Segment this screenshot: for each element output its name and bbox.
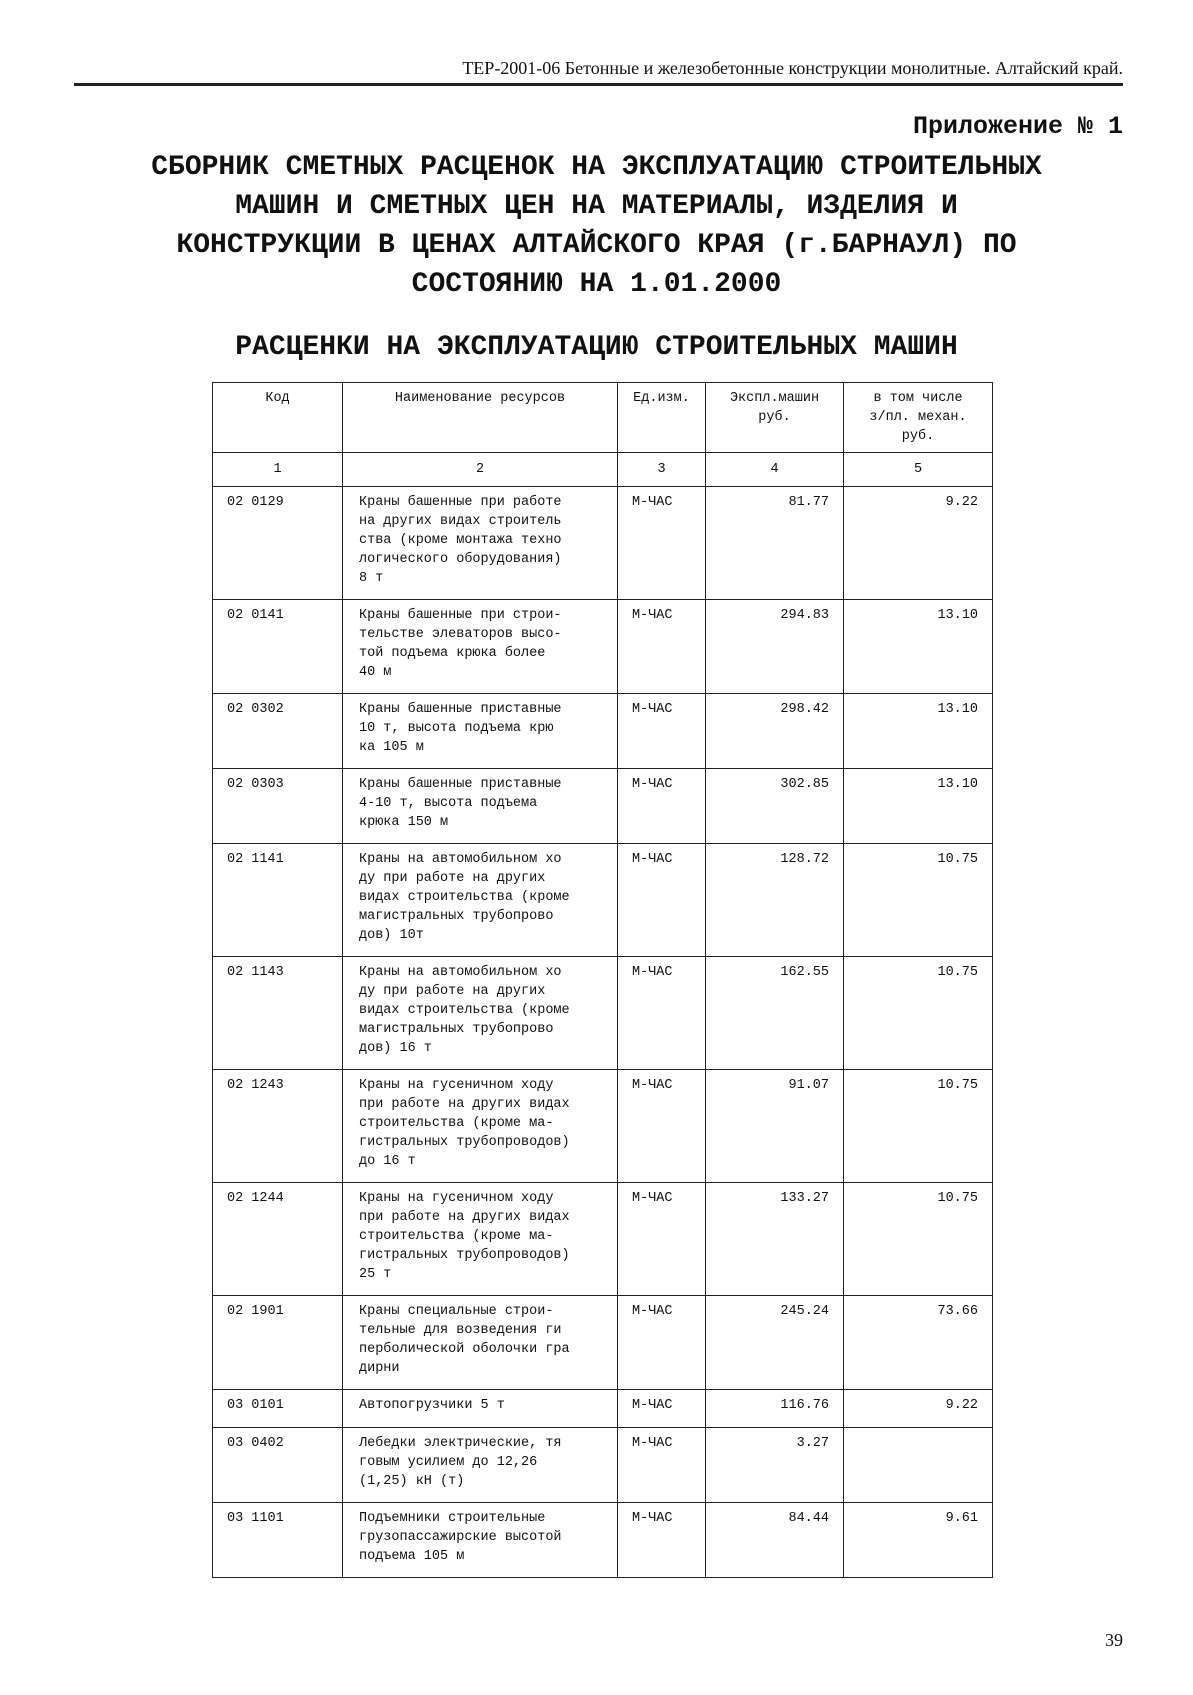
header-operator-wage: в том числе з/пл. механ. руб. xyxy=(844,383,993,453)
row-cost: 298.42 xyxy=(706,694,844,769)
row-unit: М-ЧАС xyxy=(618,1070,706,1183)
table-row xyxy=(213,844,993,957)
table-row xyxy=(213,957,993,1070)
row-code: 02 1901 xyxy=(213,1296,343,1390)
table-row xyxy=(213,694,993,769)
row-unit: М-ЧАС xyxy=(618,769,706,844)
row-code: 02 1243 xyxy=(213,1070,343,1183)
row-code: 02 1244 xyxy=(213,1183,343,1296)
table-row xyxy=(213,600,993,694)
row-cost: 245.24 xyxy=(706,1296,844,1390)
row-name: Краны башенные при строи- тельстве элеваторов высо- той подъема крюка более 40 м xyxy=(343,600,618,694)
row-cost: 133.27 xyxy=(706,1183,844,1296)
row-unit: М-ЧАС xyxy=(618,1296,706,1390)
row-name: Лебедки электрические, тя говым усилием до 12,26 (1,25) кН (т) xyxy=(343,1428,618,1503)
row-wage: 9.22 xyxy=(844,1390,993,1428)
row-code: 03 0402 xyxy=(213,1428,343,1503)
row-name: Краны на автомобильном хо ду при работе на других видах строительства (кроме магистральных трубопрово дов) 16 т xyxy=(343,957,618,1070)
row-wage: 10.75 xyxy=(844,1183,993,1296)
row-name: Краны на автомобильном хо ду при работе на других видах строительства (кроме магистральных трубопрово дов) 10т xyxy=(343,844,618,957)
table-row xyxy=(213,769,993,844)
row-wage: 10.75 xyxy=(844,1070,993,1183)
row-unit: М-ЧАС xyxy=(618,694,706,769)
row-code: 02 0129 xyxy=(213,487,343,600)
row-cost: 3.27 xyxy=(706,1428,844,1503)
row-cost: 302.85 xyxy=(706,769,844,844)
row-code: 03 1101 xyxy=(213,1503,343,1578)
column-number: 2 xyxy=(343,453,618,487)
row-name: Автопогрузчики 5 т xyxy=(343,1390,618,1428)
row-cost: 162.55 xyxy=(706,957,844,1070)
row-wage: 9.61 xyxy=(844,1503,993,1578)
page-number: 39 xyxy=(1105,1630,1123,1650)
row-wage: 13.10 xyxy=(844,694,993,769)
row-code: 02 0302 xyxy=(213,694,343,769)
table-row xyxy=(213,487,993,600)
table-row xyxy=(213,1390,993,1428)
header-unit: Ед.изм. xyxy=(618,383,706,453)
row-unit: М-ЧАС xyxy=(618,957,706,1070)
row-unit: М-ЧАС xyxy=(618,1428,706,1503)
row-code: 02 0303 xyxy=(213,769,343,844)
row-wage: 9.22 xyxy=(844,487,993,600)
table-row xyxy=(213,1183,993,1296)
row-name: Краны на гусеничном ходу при работе на других видах строительства (кроме ма- гистральных трубопроводов) до 16 т xyxy=(343,1070,618,1183)
column-number: 5 xyxy=(844,453,993,487)
row-unit: М-ЧАС xyxy=(618,600,706,694)
header-code: Код xyxy=(213,383,343,453)
row-unit: М-ЧАС xyxy=(618,1503,706,1578)
row-wage: 13.10 xyxy=(844,600,993,694)
row-name: Краны башенные приставные 10 т, высота подъема крю ка 105 м xyxy=(343,694,618,769)
row-wage: 10.75 xyxy=(844,957,993,1070)
running-header: ТЕР-2001-06 Бетонные и железобетонные конструкции монолитные. Алтайский край. xyxy=(74,58,1123,86)
table-header-row xyxy=(213,383,993,453)
row-unit: М-ЧАС xyxy=(618,1183,706,1296)
row-wage: 73.66 xyxy=(844,1296,993,1390)
header-machine-cost: Экспл.машин руб. xyxy=(706,383,844,453)
row-wage: 10.75 xyxy=(844,844,993,957)
row-name: Краны башенные приставные 4-10 т, высота подъема крюка 150 м xyxy=(343,769,618,844)
column-number: 3 xyxy=(618,453,706,487)
row-cost: 81.77 xyxy=(706,487,844,600)
main-title: СБОРНИК СМЕТНЫХ РАСЦЕНОК НА ЭКСПЛУАТАЦИЮ СТРОИТЕЛЬНЫХ МАШИН И СМЕТНЫХ ЦЕН НА МАТЕРИАЛЫ, ИЗДЕЛИЯ И КОНСТРУКЦИИ В ЦЕНАХ АЛТАЙСКОГО КРАЯ (г.БАРНАУЛ) ПО СОСТОЯНИЮ НА 1.01.2000 xyxy=(151,152,1042,300)
row-unit: М-ЧАС xyxy=(618,844,706,957)
header-resource-name: Наименование ресурсов xyxy=(343,383,618,453)
row-code: 02 0141 xyxy=(213,600,343,694)
row-cost: 84.44 xyxy=(706,1503,844,1578)
column-number-row xyxy=(213,453,993,487)
table-row xyxy=(213,1428,993,1503)
row-name: Краны башенные при работе на других видах строитель ства (кроме монтажа техно логического оборудования) 8 т xyxy=(343,487,618,600)
rates-table xyxy=(212,382,993,1578)
column-number: 1 xyxy=(213,453,343,487)
table-row xyxy=(213,1503,993,1578)
appendix-label: Приложение № 1 xyxy=(912,112,1123,141)
row-cost: 116.76 xyxy=(706,1390,844,1428)
column-number: 4 xyxy=(706,453,844,487)
row-unit: М-ЧАС xyxy=(618,487,706,600)
row-code: 02 1141 xyxy=(213,844,343,957)
row-cost: 294.83 xyxy=(706,600,844,694)
row-cost: 91.07 xyxy=(706,1070,844,1183)
section-title: РАСЦЕНКИ НА ЭКСПЛУАТАЦИЮ СТРОИТЕЛЬНЫХ МАШИН xyxy=(235,332,958,363)
table-row xyxy=(213,1070,993,1183)
row-unit: М-ЧАС xyxy=(618,1390,706,1428)
row-code: 02 1143 xyxy=(213,957,343,1070)
row-wage xyxy=(844,1428,993,1503)
row-cost: 128.72 xyxy=(706,844,844,957)
row-name: Краны специальные строи- тельные для возведения ги перболической оболочки гра дирни xyxy=(343,1296,618,1390)
row-wage: 13.10 xyxy=(844,769,993,844)
row-code: 03 0101 xyxy=(213,1390,343,1428)
row-name: Краны на гусеничном ходу при работе на других видах строительства (кроме ма- гистральных трубопроводов) 25 т xyxy=(343,1183,618,1296)
table-row xyxy=(213,1296,993,1390)
row-name: Подъемники строительные грузопассажирские высотой подъема 105 м xyxy=(343,1503,618,1578)
